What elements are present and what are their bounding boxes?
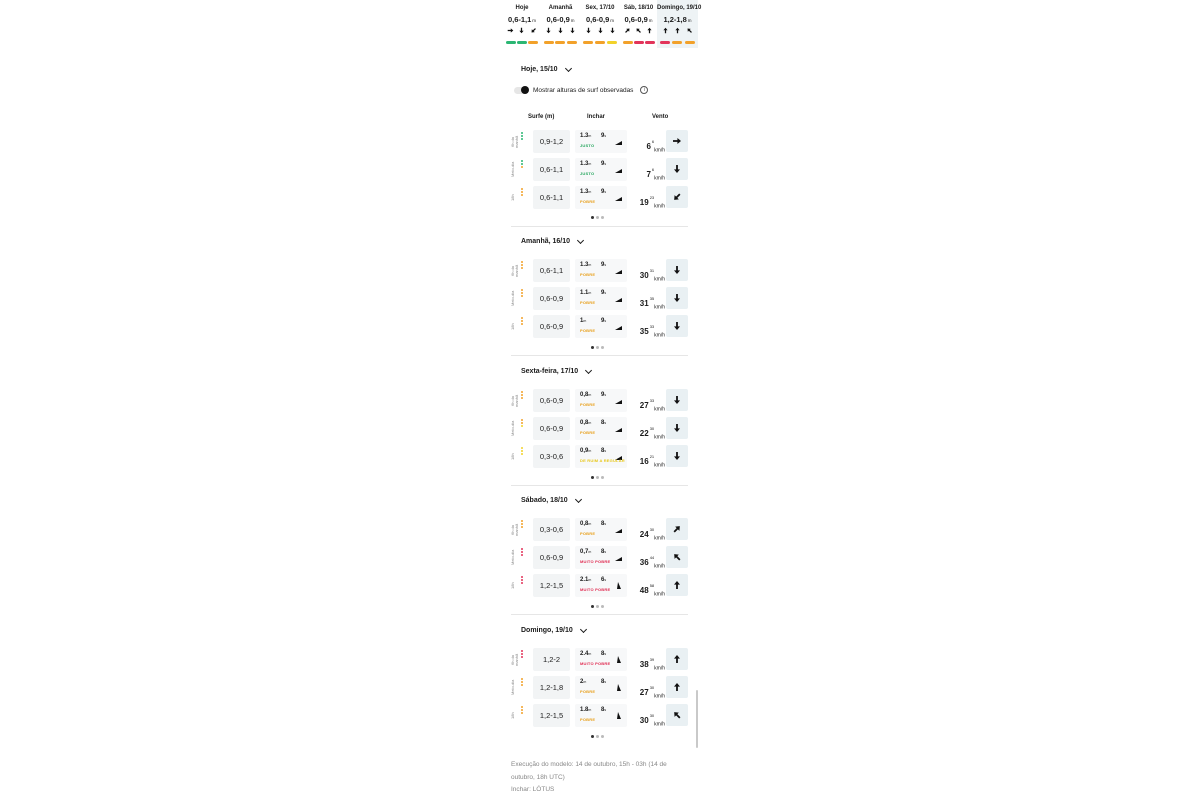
observed-heights-toggle-row[interactable] [514, 86, 648, 94]
surf-height: 0,6-0,9 [533, 287, 570, 310]
swell-cell [575, 389, 627, 412]
time-label: 6h da manhã [510, 135, 519, 148]
wind-arrow-icon [672, 395, 682, 405]
time-label: 18h [510, 194, 515, 201]
strip-day-3[interactable] [620, 0, 657, 48]
wind-arrow-icon [672, 580, 682, 590]
time-label: 6h da manhã [510, 653, 519, 666]
surf-rating: DE RUIM A REGULAR [580, 458, 625, 463]
swell-direction-icon [614, 161, 623, 167]
rating-mini-bars [521, 391, 524, 410]
swell-cell [575, 417, 627, 440]
section-divider [511, 226, 688, 227]
wind-arrow-icon [672, 451, 682, 461]
wind-arrow-icon [672, 164, 682, 174]
wind-direction [666, 130, 688, 152]
forecast-row[interactable] [511, 444, 688, 469]
wind-arrow-icon [545, 27, 552, 34]
time-label: Meio-dia [510, 161, 515, 178]
swell-height: 0,7m [580, 549, 592, 555]
wind-direction [666, 389, 688, 411]
time-label: 6h da manhã [510, 523, 519, 536]
swell-cell [575, 259, 627, 282]
swell-direction-icon [614, 577, 623, 583]
swell-cell [575, 518, 627, 541]
surf-rating: POBRE [580, 689, 596, 694]
time-label: Meio-dia [510, 679, 515, 696]
time-label: 18h [510, 453, 515, 460]
surf-rating: POBRE [580, 328, 596, 333]
day-header-1[interactable] [511, 238, 698, 245]
wind-arrow-icon [672, 654, 682, 664]
chevron-down-icon[interactable] [585, 366, 592, 373]
day-header-4[interactable] [511, 627, 698, 634]
swell-source: Inchar: LÓTUS [511, 786, 555, 793]
swell-period: 8s [601, 448, 607, 454]
swell-period: 6s [601, 577, 607, 583]
strip-day-name: Sáb, 18/10 [623, 5, 654, 11]
rating-bar [528, 41, 538, 44]
section-divider [511, 485, 688, 486]
day-title: Domingo, 19/10 [521, 627, 573, 634]
day-header-0[interactable] [511, 66, 698, 73]
rating-mini-bars [521, 548, 524, 567]
forecast-row[interactable] [511, 388, 688, 413]
forecast-day-strip [503, 0, 702, 48]
wind-speed: $30^{31}_{km/h}$ [639, 268, 665, 283]
rating-mini-bars [521, 419, 524, 438]
rating-mini-bars [521, 678, 524, 697]
rating-bar [672, 41, 682, 44]
chevron-down-icon[interactable] [580, 625, 587, 632]
wind-direction [666, 648, 688, 670]
swell-cell [575, 130, 627, 153]
wind-arrow-icon [686, 27, 693, 34]
swell-height: 1.3m [580, 262, 592, 268]
carousel-dots[interactable] [591, 346, 604, 349]
surf-rating: MUITO POBRE [580, 559, 611, 564]
wind-speed: $35^{33}_{km/h}$ [639, 324, 665, 339]
wind-direction [666, 287, 688, 309]
wind-arrow-icon [672, 265, 682, 275]
swell-cell [575, 574, 627, 597]
rating-mini-bars [521, 520, 524, 539]
carousel-dots[interactable] [591, 216, 604, 219]
forecast-row[interactable] [511, 185, 688, 210]
strip-day-1[interactable] [541, 0, 580, 48]
wind-speed: $38^{39}_{km/h}$ [639, 657, 665, 672]
swell-period: 9s [601, 262, 607, 268]
rating-bar [517, 41, 527, 44]
rating-mini-bars [521, 160, 524, 179]
rating-bar [607, 41, 617, 44]
surf-height: 0,6-0,9 [533, 389, 570, 412]
section-divider [511, 614, 688, 615]
swell-height: 1.8m [580, 707, 592, 713]
swell-period: 8s [601, 521, 607, 527]
surf-height: 1,2-1,5 [533, 574, 570, 597]
wind-arrow-icon [672, 293, 682, 303]
forecast-row[interactable] [511, 129, 688, 154]
observed-heights-toggle[interactable] [514, 87, 528, 94]
wind-speed: $7^6_{km/h}$ [646, 167, 665, 182]
wind-arrow-icon [518, 27, 525, 34]
wind-speed: $48^{58}_{km/h}$ [639, 583, 665, 598]
wind-direction [666, 676, 688, 698]
rating-mini-bars [521, 447, 524, 466]
wind-speed: $30^{30}_{km/h}$ [639, 713, 665, 728]
surf-rating: POBRE [580, 430, 596, 435]
wind-speed: $27^{30}_{km/h}$ [639, 685, 665, 700]
surf-height: 0,3-0,6 [533, 445, 570, 468]
swell-cell [575, 676, 627, 699]
column-header-surf: Surfe (m) [528, 114, 555, 120]
strip-day-range: 1,2-1,8m [663, 15, 692, 24]
swell-cell [575, 648, 627, 671]
carousel-dots[interactable] [591, 605, 604, 608]
swell-direction-icon [614, 521, 623, 527]
model-run-info [511, 759, 667, 797]
wind-arrow-icon [674, 27, 681, 34]
strip-day-name: Sex, 17/10 [585, 5, 615, 11]
swell-direction-icon [614, 318, 623, 324]
rating-mini-bars [521, 261, 524, 280]
forecast-row[interactable] [511, 675, 688, 700]
swell-period: 9s [601, 133, 607, 139]
surf-height: 0,6-1,1 [533, 186, 570, 209]
surf-rating: POBRE [580, 199, 596, 204]
wind-arrow-icon [672, 136, 682, 146]
swell-direction-icon [614, 549, 623, 555]
wind-arrow-icon [569, 27, 576, 34]
surf-rating: MUITO POBRE [580, 661, 611, 666]
strip-day-name: Amanhã [548, 5, 573, 11]
rating-bar [544, 41, 554, 44]
wind-arrow-icon [507, 27, 514, 34]
rating-bar [645, 41, 655, 44]
wind-direction [666, 186, 688, 208]
rating-mini-bars [521, 188, 524, 207]
wind-speed: $22^{30}_{km/h}$ [639, 426, 665, 441]
time-label: 6h da manhã [510, 264, 519, 277]
rating-mini-bars [521, 289, 524, 308]
surf-rating: JUSTO [580, 143, 595, 148]
wind-speed: $27^{33}_{km/h}$ [639, 398, 665, 413]
day-title: Sábado, 18/10 [521, 497, 568, 504]
strip-day-range: 0,6-1,1m [507, 15, 537, 24]
strip-day-4[interactable] [657, 0, 702, 48]
swell-cell [575, 315, 627, 338]
strip-day-2[interactable] [580, 0, 620, 48]
swell-cell [575, 287, 627, 310]
swell-period: 9s [601, 161, 607, 167]
section-divider [511, 355, 688, 356]
surf-height: 0,6-1,1 [533, 259, 570, 282]
carousel-dots[interactable] [591, 476, 604, 479]
wind-direction [666, 518, 688, 540]
time-label: 18h [510, 323, 515, 330]
column-header-swell: Inchar [587, 114, 606, 120]
wind-direction [666, 158, 688, 180]
chevron-down-icon[interactable] [577, 236, 584, 243]
swell-period: 9s [601, 290, 607, 296]
wind-direction [666, 315, 688, 337]
swell-direction-icon [614, 651, 623, 657]
rating-mini-bars [521, 650, 524, 669]
time-label: 18h [510, 712, 515, 719]
swell-direction-icon [614, 448, 623, 454]
surf-height: 0,6-0,9 [533, 315, 570, 338]
rating-bar [555, 41, 565, 44]
swell-period: 8s [601, 549, 607, 555]
strip-day-0[interactable] [503, 0, 541, 48]
wind-speed: $31^{35}_{km/h}$ [639, 296, 665, 311]
rating-bar [583, 41, 593, 44]
swell-period: 8s [601, 707, 607, 713]
swell-height: 0,9m [580, 448, 592, 454]
strip-day-range: 0,6-0,9m [585, 15, 615, 24]
swell-direction-icon [614, 679, 623, 685]
wind-arrow-icon [672, 423, 682, 433]
surf-height: 1,2-1,8 [533, 676, 570, 699]
swell-period: 9s [601, 189, 607, 195]
swell-direction-icon [614, 707, 623, 713]
time-label: Meio-dia [510, 549, 515, 566]
scrollbar-thumb[interactable] [696, 690, 698, 748]
rating-mini-bars [521, 576, 524, 595]
swell-direction-icon [614, 392, 623, 398]
surf-height: 0,3-0,6 [533, 518, 570, 541]
rating-mini-bars [521, 317, 524, 336]
wind-arrow-icon [557, 27, 564, 34]
strip-day-range: 0,6-0,9m [624, 15, 653, 24]
wind-arrow-icon [672, 524, 682, 534]
forecast-row[interactable] [511, 314, 688, 339]
forecast-row[interactable] [511, 545, 688, 570]
wind-direction [666, 259, 688, 281]
swell-height: 0,8m [580, 392, 592, 398]
swell-height: 1m [580, 318, 587, 324]
forecast-row[interactable] [511, 703, 688, 728]
rating-bar [634, 41, 644, 44]
time-label: 6h da manhã [510, 394, 519, 407]
swell-direction-icon [614, 290, 623, 296]
swell-height: 0,8m [580, 521, 592, 527]
rating-bar [623, 41, 633, 44]
surf-height: 1,2-2 [533, 648, 570, 671]
wind-speed: $19^{23}_{km/h}$ [639, 195, 665, 210]
wind-speed: $36^{44}_{km/h}$ [639, 555, 665, 570]
wind-arrow-icon [672, 552, 682, 562]
forecast-row[interactable] [511, 157, 688, 182]
rating-mini-bars [521, 132, 524, 151]
time-label: 18h [510, 582, 515, 589]
surf-height: 0,6-1,1 [533, 158, 570, 181]
rating-bar [506, 41, 516, 44]
wind-direction [666, 417, 688, 439]
forecast-row[interactable] [511, 573, 688, 598]
column-header-wind: Vento [652, 114, 669, 120]
swell-height: 2m [580, 679, 587, 685]
swell-direction-icon [614, 262, 623, 268]
swell-cell [575, 704, 627, 727]
rating-bar [595, 41, 605, 44]
swell-height: 1.3m [580, 161, 592, 167]
swell-cell [575, 186, 627, 209]
wind-direction [666, 546, 688, 568]
swell-height: 1.3m [580, 189, 592, 195]
strip-day-range: 0,6-0,9m [546, 15, 575, 24]
swell-height: 1.1m [580, 290, 592, 296]
swell-period: 8s [601, 679, 607, 685]
day-header-2[interactable] [511, 368, 698, 375]
surf-height: 0,9-1,2 [533, 130, 570, 153]
wind-arrow-icon [635, 27, 642, 34]
day-title: Hoje, 15/10 [521, 66, 558, 73]
rating-bar [685, 41, 695, 44]
swell-height: 2.4m [580, 651, 592, 657]
surf-rating: POBRE [580, 272, 596, 277]
wind-speed: $6^6_{km/h}$ [646, 139, 665, 154]
chevron-down-icon[interactable] [575, 495, 582, 502]
model-run-line-1: Execução do modelo: 14 de outubro, 15h - 03h (14 de [511, 761, 667, 768]
rating-mini-bars [521, 706, 524, 725]
surf-rating: JUSTO [580, 171, 595, 176]
surf-height: 0,6-0,9 [533, 546, 570, 569]
forecast-row[interactable] [511, 258, 688, 283]
surf-height: 0,6-0,9 [533, 417, 570, 440]
forecast-row[interactable] [511, 647, 688, 672]
surf-rating: POBRE [580, 402, 596, 407]
observed-heights-label: Mostrar alturas de surf observadas [533, 86, 634, 94]
swell-period: 9s [601, 392, 607, 398]
wind-speed: $16^{21}_{km/h}$ [639, 454, 665, 469]
forecast-row[interactable] [511, 286, 688, 311]
swell-height: 0,8m [580, 420, 592, 426]
swell-direction-icon [614, 420, 623, 426]
wind-arrow-icon [672, 682, 682, 692]
surf-rating: POBRE [580, 300, 596, 305]
wind-arrow-icon [672, 192, 682, 202]
swell-direction-icon [614, 133, 623, 139]
wind-arrow-icon [597, 27, 604, 34]
swell-height: 2.1m [580, 577, 592, 583]
swell-direction-icon [614, 189, 623, 195]
wind-direction [666, 574, 688, 596]
swell-cell [575, 445, 627, 468]
wind-arrow-icon [672, 321, 682, 331]
time-label: Meio-dia [510, 420, 515, 437]
wind-arrow-icon [646, 27, 653, 34]
forecast-row[interactable] [511, 416, 688, 441]
wind-arrow-icon [662, 27, 669, 34]
swell-cell [575, 546, 627, 569]
model-run-line-2: outubro, 18h UTC) [511, 773, 565, 781]
day-title: Amanhã, 16/10 [521, 238, 571, 245]
wind-arrow-icon [530, 27, 537, 34]
wind-arrow-icon [624, 27, 631, 34]
wind-arrow-icon [609, 27, 616, 34]
swell-period: 8s [601, 651, 607, 657]
surf-rating: MUITO POBRE [580, 587, 611, 592]
wind-arrow-icon [585, 27, 592, 34]
wind-arrow-icon [672, 710, 682, 720]
surf-rating: POBRE [580, 717, 596, 722]
strip-day-name: Hoje [515, 5, 529, 11]
swell-period: 8s [601, 420, 607, 426]
day-title: Sexta-feira, 17/10 [521, 368, 579, 375]
surf-rating: POBRE [580, 531, 596, 536]
time-label: Meio-dia [510, 290, 515, 307]
carousel-dots[interactable] [591, 735, 604, 738]
rating-bar [567, 41, 577, 44]
swell-cell [575, 158, 627, 181]
strip-day-name: Domingo, 19/10 [657, 5, 702, 11]
forecast-row[interactable] [511, 517, 688, 542]
info-icon[interactable]: i [640, 86, 648, 94]
swell-period: 9s [601, 318, 607, 324]
wind-direction [666, 445, 688, 467]
surf-height: 1,2-1,5 [533, 704, 570, 727]
swell-height: 1.3m [580, 133, 592, 139]
chevron-down-icon[interactable] [565, 64, 572, 71]
day-header-3[interactable] [511, 497, 698, 504]
wind-speed: $24^{30}_{km/h}$ [639, 527, 665, 542]
rating-bar [660, 41, 670, 44]
wind-direction [666, 704, 688, 726]
